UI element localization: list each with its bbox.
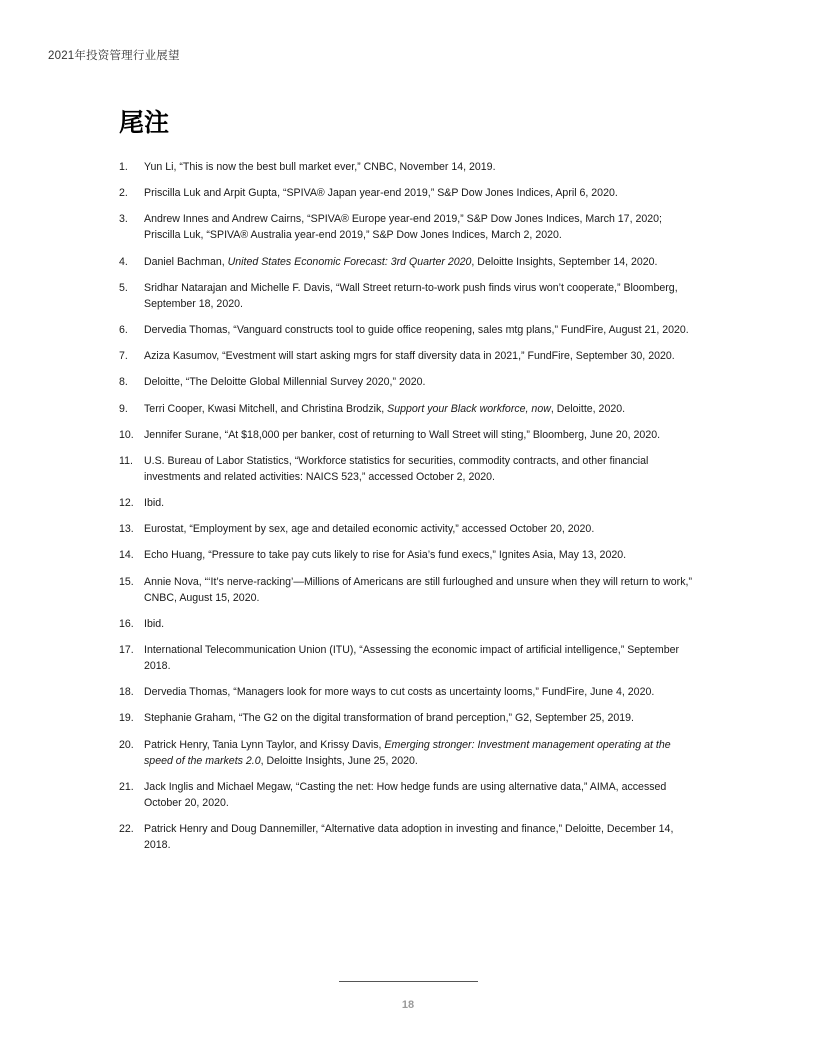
page-number: 18: [401, 999, 415, 1011]
endnote-text-run: Aziza Kasumov, “Evestment will start asking mgrs for staff diversity data in 2021,” FundFire, September 30, 2020.: [144, 350, 675, 363]
endnote-number: 2.: [119, 187, 128, 200]
endnote-text-run: Sridhar Natarajan and Michelle F. Davis, “Wall Street return-to-work push finds virus won’t cooperate,” Bloomberg, September 18, 2020.: [144, 281, 678, 310]
endnote-text: [144, 159, 699, 175]
endnote-number: 16.: [119, 617, 134, 630]
endnote-text-run: Jennifer Surane, “At $18,000 per banker, cost of returning to Wall Street will sting,” Bloomberg, June 20, 2020.: [144, 428, 661, 441]
endnote-text: [144, 211, 699, 243]
endnote-text: [144, 684, 699, 700]
endnote-number: 11.: [119, 454, 133, 467]
endnote-item: [119, 322, 699, 338]
endnote-item: [119, 547, 699, 563]
endnote-text: [144, 547, 699, 563]
endnote-item: [119, 737, 699, 769]
endnote-item: [119, 684, 699, 700]
endnote-text: [144, 254, 699, 270]
endnote-text-run: Deloitte, “The Deloitte Global Millennial Survey 2020,” 2020.: [144, 376, 426, 389]
endnote-item: [119, 574, 699, 606]
endnote-number: 8.: [119, 376, 128, 389]
endnote-text: [144, 427, 699, 443]
endnote-item: [119, 453, 699, 485]
endnote-text: [144, 779, 699, 811]
endnote-text-run: Priscilla Luk and Arpit Gupta, “SPIVA® Japan year-end 2019,” S&P Dow Jones Indices, April 6, 2020.: [144, 187, 618, 200]
endnote-title-italic: Emerging stronger: Investment management operating at the speed of the markets 2.0: [144, 738, 671, 767]
endnote-text: [144, 401, 699, 417]
endnote-text-run: Ibid.: [144, 617, 165, 630]
endnote-text: [144, 710, 699, 726]
endnote-text-run: Dervedia Thomas, “Managers look for more ways to cut costs as uncertainty looms,” FundFire, June 4, 2020.: [144, 686, 655, 699]
endnote-item: [119, 616, 699, 632]
endnote-item: [119, 521, 699, 537]
endnote-text-run: Andrew Innes and Andrew Cairns, “SPIVA® Europe year-end 2019,” S&P Dow Jones Indices, March 17, 2020; Priscilla Luk, “SPIVA® Australia year-end 2019,” S&P Dow Jones Indices, March 2, 2020.: [144, 213, 662, 242]
endnote-number: 20.: [119, 738, 134, 751]
endnote-text-run: Dervedia Thomas, “Vanguard constructs tool to guide office reopening, sales mtg plans,” FundFire, August 21, 2020.: [144, 323, 689, 336]
endnote-text-run: Patrick Henry, Tania Lynn Taylor, and Krissy Davis,: [144, 738, 385, 751]
endnote-text-run: Echo Huang, “Pressure to take pay cuts likely to rise for Asia’s fund execs,” Ignites Asia, May 13, 2020.: [144, 549, 627, 562]
endnote-text-run: Ibid.: [144, 497, 165, 510]
endnote-item: [119, 348, 699, 364]
endnote-number: 19.: [119, 712, 134, 725]
endnote-number: 6.: [119, 323, 128, 336]
endnote-number: 7.: [119, 350, 128, 363]
endnote-text: [144, 616, 699, 632]
endnote-text-run: Patrick Henry and Doug Dannemiller, “Alternative data adoption in investing and finance,” Deloitte, December 14, 2018.: [144, 822, 674, 851]
endnote-item: [119, 821, 699, 853]
endnote-title-italic: Support your Black workforce, now: [387, 402, 551, 415]
endnote-number: 3.: [119, 213, 128, 226]
endnote-text-run: Yun Li, “This is now the best bull market ever,” CNBC, November 14, 2019.: [144, 161, 496, 173]
endnote-number: 17.: [119, 644, 134, 656]
endnote-number: 10.: [119, 428, 134, 441]
endnote-number: 14.: [119, 549, 134, 562]
endnote-title-italic: United States Economic Forecast: 3rd Quarter 2020: [227, 255, 472, 268]
endnote-item: [119, 159, 699, 175]
endnote-item: [119, 211, 699, 243]
endnote-number: 15.: [119, 575, 134, 588]
endnote-text-run: Annie Nova, “‘It’s nerve-racking’—Millions of Americans are still furloughed and unsure when they will return to work,” CNBC, August 15, 2020.: [144, 575, 692, 604]
endnote-item: [119, 280, 699, 312]
endnote-text-run: Stephanie Graham, “The G2 on the digital transformation of brand perception,” G2, September 25, 2019.: [144, 712, 634, 725]
endnote-text: [144, 374, 699, 390]
endnote-text-run: International Telecommunication Union (ITU), “Assessing the economic impact of artificial intelligence,” September 2018.: [144, 644, 680, 672]
endnote-text: [144, 322, 699, 338]
endnote-text-run: Terri Cooper, Kwasi Mitchell, and Christina Brodzik,: [144, 402, 388, 415]
endnote-text-run: , Deloitte Insights, September 14, 2020.: [471, 255, 658, 268]
endnote-number: 13.: [119, 523, 134, 536]
endnote-text: [144, 453, 699, 485]
endnotes-list: [119, 159, 699, 863]
endnote-text: [144, 185, 699, 201]
endnote-item: [119, 374, 699, 390]
endnote-text-run: Eurostat, “Employment by sex, age and detailed economic activity,” accessed October 20, 2020.: [144, 523, 595, 536]
endnote-number: 21.: [119, 780, 134, 793]
endnote-text-run: , Deloitte, 2020.: [550, 402, 626, 415]
footer-divider: [339, 981, 478, 982]
endnote-text-run: , Deloitte Insights, June 25, 2020.: [260, 754, 418, 767]
endnote-number: 5.: [119, 281, 128, 294]
endnote-text: [144, 821, 699, 853]
endnote-item: [119, 401, 699, 417]
page-title: 尾注: [119, 109, 170, 137]
endnote-item: [119, 254, 699, 270]
endnote-item: [119, 642, 699, 674]
endnote-item: [119, 495, 699, 511]
endnote-text: [144, 495, 699, 511]
endnote-text: [144, 642, 699, 674]
endnote-text: [144, 737, 699, 769]
endnote-number: 22.: [119, 822, 134, 835]
running-header: 2021年投资管理行业展望: [48, 50, 180, 62]
endnote-text-run: U.S. Bureau of Labor Statistics, “Workforce statistics for securities, commodity contracts, and other financial investments and related activities: NAICS 523,” accessed October 2, 2020.: [144, 454, 649, 483]
endnote-text: [144, 574, 699, 606]
endnote-number: 9.: [119, 402, 128, 415]
endnote-text-run: Daniel Bachman,: [144, 255, 228, 268]
endnote-item: [119, 779, 699, 811]
endnote-text: [144, 280, 699, 312]
endnote-item: [119, 710, 699, 726]
endnote-number: 1.: [119, 161, 128, 173]
endnote-item: [119, 185, 699, 201]
endnote-item: [119, 427, 699, 443]
endnote-number: 12.: [119, 497, 134, 510]
endnote-text: [144, 348, 699, 364]
endnote-number: 18.: [119, 686, 134, 699]
endnote-text-run: Jack Inglis and Michael Megaw, “Casting the net: How hedge funds are using alternative data,” AIMA, accessed October 20, 2020.: [144, 780, 667, 809]
endnote-number: 4.: [119, 255, 128, 268]
endnote-text: [144, 521, 699, 537]
